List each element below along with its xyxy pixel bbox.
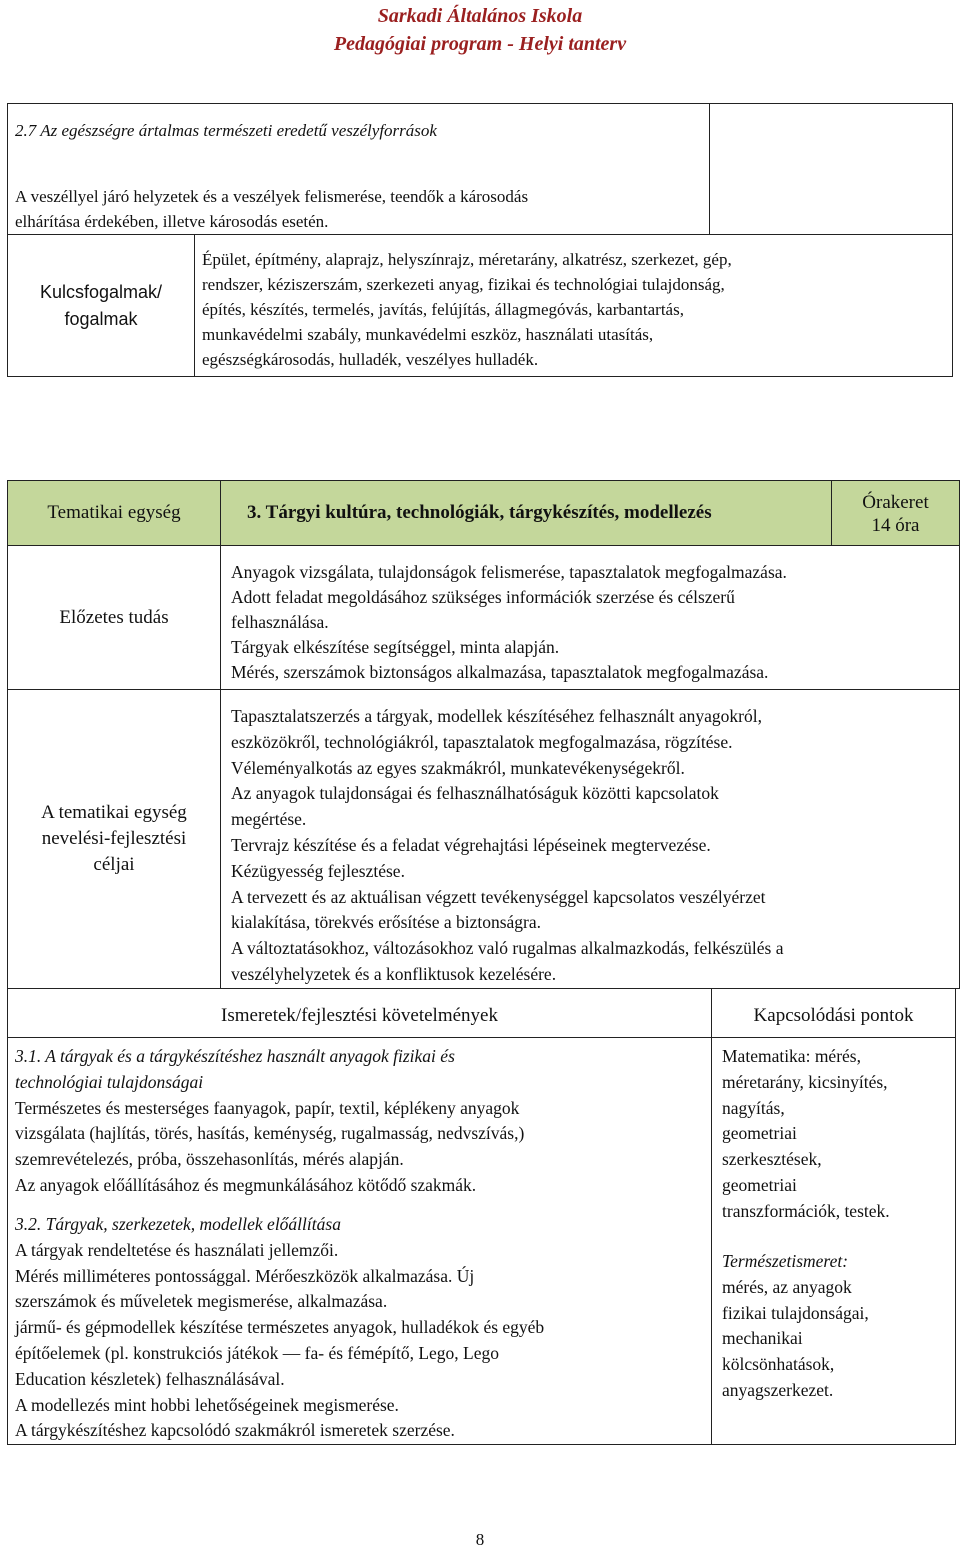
block-2-line: építőelemek (pl. konstrukciós játékok — fa- és fémépítő, Lego, Lego <box>15 1342 500 1363</box>
math-line: geometriai <box>722 1123 797 1144</box>
block-2-line: A tárgyak rendeltetése és használati jellemzői. <box>15 1239 339 1260</box>
requirements-body-cell <box>7 1037 712 1445</box>
math-line: szerkesztések, <box>722 1149 822 1170</box>
requirements-header-cell <box>7 988 712 1038</box>
goal-line: A tervezett és az aktuálisan végzett tevékenységgel kapcsolatos veszélyérzet <box>231 886 766 907</box>
page-number: 8 <box>475 1530 485 1549</box>
block-1-line: Az anyagok előállításához és megmunkálásához kötődő szakmák. <box>15 1174 477 1195</box>
science-line: mérés, az anyagok <box>722 1276 852 1297</box>
prior-line: Tárgyak elkészítése segítséggel, minta alapján. <box>231 637 560 657</box>
hours-cell <box>831 480 960 546</box>
unit-title: 3. Tárgyi kultúra, technológiák, tárgykészítés, modellezés <box>247 502 712 523</box>
science-title: Természetismeret: <box>722 1251 849 1271</box>
science-line: kölcsönhatások, <box>722 1354 835 1375</box>
prior-knowledge-text <box>231 560 787 685</box>
science-line: mechanikai <box>722 1328 803 1349</box>
requirements-header: Ismeretek/fejlesztési követelmények <box>221 1005 498 1026</box>
key-concept-line: Épület, építmény, alaprajz, helyszínrajz, méretarány, alkatrész, szerkezet, gép, <box>202 250 732 269</box>
goal-line: Véleményalkotás az egyes szakmákról, munkatevékenységekről. <box>231 757 685 778</box>
math-line: geometriai <box>722 1174 797 1195</box>
goal-line: megértése. <box>231 809 307 830</box>
connections-header: Kapcsolódási pontok <box>753 1005 914 1026</box>
requirements-block-2 <box>15 1212 544 1444</box>
prior-line: Adott feladat megoldásához szükséges információk szerzése és célszerű <box>231 587 735 607</box>
math-line: méretarány, kicsinyítés, <box>722 1071 888 1092</box>
block-2-line: Mérés milliméteres pontossággal. Mérőeszközök alkalmazása. Új <box>15 1265 475 1286</box>
prior-knowledge-label-cell <box>7 545 221 690</box>
key-concepts-text <box>202 247 732 372</box>
block-2-line: szerszámok és műveletek megismerése, alkalmazása. <box>15 1291 388 1312</box>
key-concepts-label-cell <box>7 234 195 377</box>
unit-goals-cell <box>220 689 960 989</box>
unit-goals-label-cell <box>7 689 221 989</box>
connections-science <box>722 1249 869 1404</box>
key-concepts-label: Kulcsfogalmak/ fogalmak <box>39 281 163 329</box>
key-concept-line: egészségkárosodás, hulladék, veszélyes hulladék. <box>202 350 539 369</box>
connections-math <box>722 1044 890 1225</box>
prior-line: Mérés, szerszámok biztonságos alkalmazása, tapasztalatok megfogalmazása. <box>231 662 769 682</box>
block-1-line: szemrevételezés, próba, összehasonlítás, mérés alapján. <box>15 1149 404 1170</box>
block-1-title-line: 3.1. A tárgyak és a tárgykészítéshez használt anyagok fizikai és <box>15 1046 455 1066</box>
math-line: Matematika: mérés, <box>722 1046 861 1066</box>
unit-label: Tematikai egység <box>47 502 181 523</box>
science-line: fizikai tulajdonságai, <box>722 1302 869 1323</box>
goal-line: Az anyagok tulajdonságai és felhasználhatóságuk közötti kapcsolatok <box>231 783 719 804</box>
math-line: nagyítás, <box>722 1097 785 1118</box>
goal-line: A veszéllyel járó helyzetek és a veszélyek felismerése, teendők a károsodás <box>15 187 529 206</box>
document-title: Pedagógiai program - Helyi tanterv <box>333 33 627 55</box>
key-concepts-cell <box>194 234 953 377</box>
unit-goals-text <box>231 704 784 988</box>
block-2-line: Education készletek) felhasználásával. <box>15 1368 285 1389</box>
prior-knowledge-cell <box>220 545 960 690</box>
key-concept-line: építés, készítés, termelés, javítás, felújítás, állagmegóvás, karbantartás, <box>202 300 684 319</box>
block-2-line: A tárgykészítéshez kapcsolódó szakmákról ismeretek szerzése. <box>15 1420 455 1441</box>
block-2-title: 3.2. Tárgyak, szerkezetek, modellek előállítása <box>15 1214 341 1234</box>
school-name: Sarkadi Általános Iskola <box>377 5 583 27</box>
previous-section-title: 2.7 Az egészségre ártalmas természeti eredetű veszélyforrások <box>15 121 437 140</box>
requirements-block-1 <box>15 1044 524 1199</box>
math-line: transzformációk, testek. <box>722 1200 890 1221</box>
prior-knowledge-label: Előzetes tudás <box>59 606 169 628</box>
block-1-line: Természetes és mesterséges faanyagok, papír, textil, képlékeny anyagok <box>15 1097 520 1118</box>
goal-line: A változtatásokhoz, változásokhoz való rugalmas alkalmazkodás, felkészülés a <box>231 938 784 959</box>
block-1-title-line: technológiai tulajdonságai <box>15 1071 204 1092</box>
unit-title-cell <box>220 480 832 546</box>
connections-header-cell <box>711 988 956 1038</box>
goal-line: Kézügyesség fejlesztése. <box>231 860 405 881</box>
previous-section-goals <box>15 184 528 234</box>
hours-value: 14 óra <box>871 515 920 536</box>
prior-line: Anyagok vizsgálata, tulajdonságok felismerése, tapasztalatok megfogalmazása. <box>231 562 787 582</box>
block-1-line: vizsgálata (hajlítás, törés, hasítás, keménység, rugalmasság, nedvszívás,) <box>15 1123 525 1144</box>
science-line: anyagszerkezet. <box>722 1379 834 1400</box>
goal-line: Tapasztalatszerzés a tárgyak, modellek készítéséhez felhasznált anyagokról, <box>231 706 762 726</box>
key-concept-line: rendszer, kéziszerszám, szerkezeti anyag, fizikai és technológiai tulajdonság, <box>202 275 725 294</box>
goal-line: kialakítása, törekvés erősítése a biztonságra. <box>231 912 542 933</box>
unit-label-cell <box>7 480 221 546</box>
hours-label: Órakeret <box>862 492 929 513</box>
goal-line: elhárítása érdekében, illetve károsodás esetén. <box>15 212 329 231</box>
block-2-line: A modellezés mint hobbi lehetőségeinek megismerése. <box>15 1394 399 1415</box>
block-2-line: jármű- és gépmodellek készítése természetes anyagok, hulladékok és egyéb <box>15 1317 545 1338</box>
connections-body-cell <box>711 1037 956 1445</box>
previous-section-right-cell <box>709 103 953 235</box>
prior-line: felhasználása. <box>231 612 329 632</box>
goal-line: eszközökről, technológiákról, tapasztalatok megfogalmazása, rögzítése. <box>231 731 733 752</box>
unit-goals-label: A tematikai egység nevelési-fejlesztési céljai <box>41 802 187 875</box>
goal-line: veszélyhelyzetek és a konfliktusok kezelésére. <box>231 963 557 984</box>
previous-section-box <box>7 103 710 235</box>
goal-line: Tervrajz készítése és a feladat végrehajtási lépéseinek megtervezése. <box>231 834 711 855</box>
key-concept-line: munkavédelmi szabály, munkavédelmi eszköz, használati utasítás, <box>202 325 654 344</box>
